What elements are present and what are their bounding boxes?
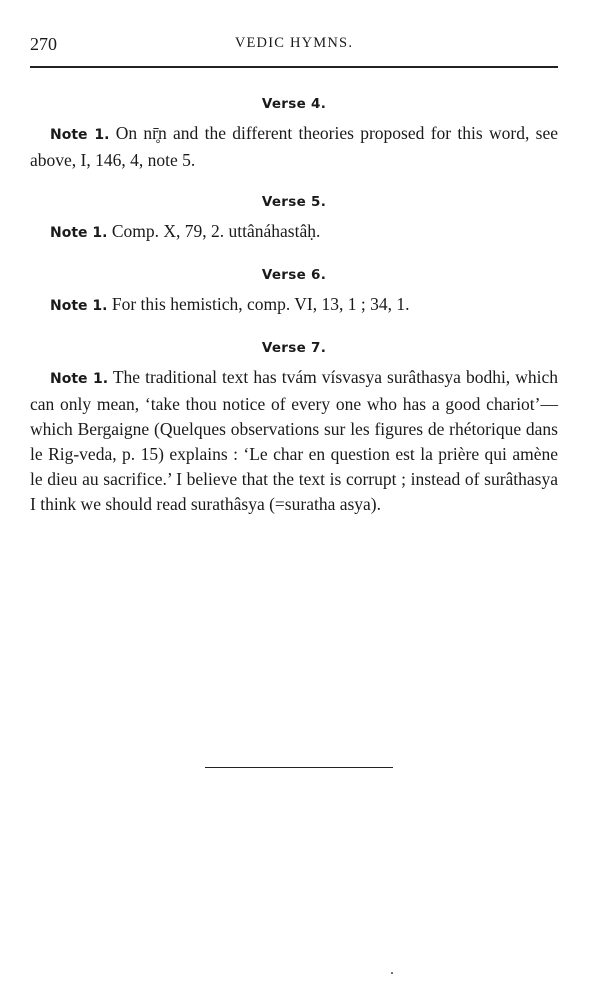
note-text: The traditional text has tvám vísvasya surâthasya bodhi, which can only mean, ‘take thou notice of every one who has a good chariot’—which Bergaigne (Quelques observations sur les figures de rhétorique dans le Rig-veda, p. 15) explains : ‘Le char en question est la prière qui amène le dieu au sacrifice.’ I believe that the text is corrupt ; instead of surâthasya I think we should read surathâsya (=suratha asya). bbox=[30, 367, 558, 514]
print-speck bbox=[391, 972, 393, 974]
verse-heading: Verse 6. bbox=[261, 267, 327, 283]
header-rule bbox=[30, 66, 558, 68]
note-text: On nr̥̄n and the different theories proposed for this word, see above, I, 146, 4, note 5. bbox=[30, 123, 558, 170]
page bbox=[30, 0, 560, 989]
page-number: 270 bbox=[30, 34, 57, 54]
note-paragraph bbox=[30, 219, 558, 246]
note-paragraph bbox=[30, 292, 558, 319]
note-label: Note 1. bbox=[50, 371, 109, 387]
end-rule bbox=[205, 767, 393, 768]
note-text: Comp. X, 79, 2. uttânáhastâḥ. bbox=[107, 221, 321, 241]
note-paragraph bbox=[30, 365, 558, 517]
verse-heading: Verse 7. bbox=[261, 340, 327, 356]
note-text: For this hemistich, comp. VI, 13, 1 ; 34, 1. bbox=[107, 294, 410, 314]
verse-heading: Verse 5. bbox=[261, 194, 327, 210]
note-label: Note 1. bbox=[50, 127, 110, 143]
running-head bbox=[30, 34, 558, 56]
running-title: VEDIC HYMNS. bbox=[234, 35, 354, 51]
note-label: Note 1. bbox=[50, 225, 108, 241]
note-label: Note 1. bbox=[50, 298, 108, 314]
verse-heading: Verse 4. bbox=[261, 96, 327, 112]
notes-body bbox=[30, 93, 558, 517]
note-paragraph bbox=[30, 121, 558, 173]
